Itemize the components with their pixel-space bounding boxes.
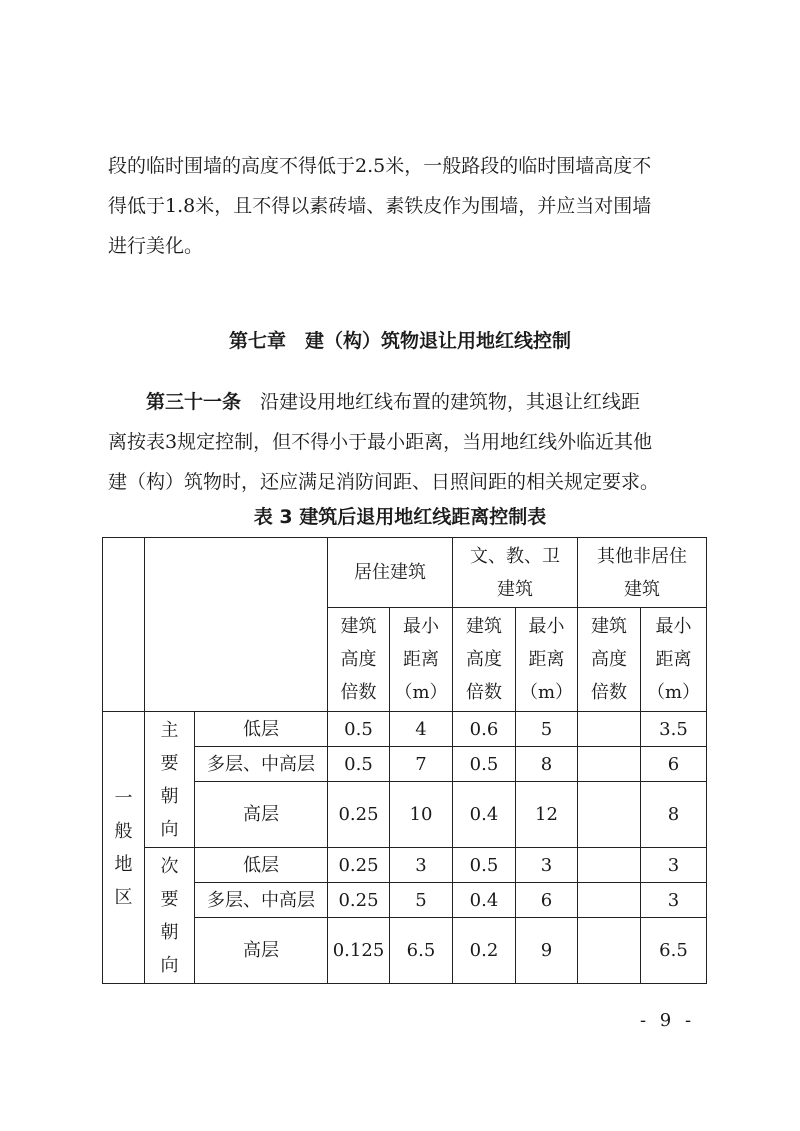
chapter-title: 第七章 建（构）筑物退让用地红线控制: [228, 330, 571, 352]
paragraph-line: 进行美化。: [108, 235, 204, 257]
subheader-height-ratio: 建筑 高度 倍数: [328, 608, 390, 712]
value-cell: 6.5: [390, 918, 453, 984]
value-cell: 7: [390, 747, 453, 782]
value-cell: [578, 747, 641, 782]
table-row: [103, 712, 707, 747]
value-cell: [578, 883, 641, 918]
value-cell: [578, 918, 641, 984]
subheader-min-distance: 最小 距离 （m）: [390, 608, 453, 712]
group-residential: 居住建筑: [328, 538, 453, 608]
article-first-line: [108, 382, 708, 422]
building-type: 低层: [195, 848, 328, 883]
value-cell: 0.5: [328, 712, 390, 747]
paragraph-line: 段的临时围墙的高度不得低于2.5米，一般路段的临时围墙高度不: [108, 155, 652, 177]
paragraph-line: 得低于1.8米，且不得以素砖墙、素铁皮作为围墙，并应当对围墙: [108, 195, 652, 217]
value-cell: 3: [641, 883, 707, 918]
value-cell: 0.125: [328, 918, 390, 984]
value-cell: 8: [516, 747, 578, 782]
value-cell: [578, 848, 641, 883]
group-cultural: [453, 538, 578, 608]
value-cell: 0.2: [453, 918, 516, 984]
subheader-height-ratio: 建筑 高度 倍数: [453, 608, 516, 712]
value-cell: [578, 712, 641, 747]
paragraph-temporary-wall: [108, 146, 708, 266]
group-other-line: 其他非居住: [597, 545, 687, 567]
article-line: 建（构）筑物时，还应满足消防间距、日照间距的相关规定要求。: [108, 471, 660, 493]
building-type: 低层: [195, 712, 328, 747]
subheader-min-distance: 最小 距离 （m）: [516, 608, 578, 712]
value-cell: 0.5: [453, 747, 516, 782]
article-line: 离按表3规定控制，但不得小于最小距离，当用地红线外临近其他: [108, 431, 653, 453]
building-type: 高层: [195, 918, 328, 984]
subheader-min-distance: 最小 距离 （m）: [641, 608, 707, 712]
value-cell: 9: [516, 918, 578, 984]
group-cultural-line: 文、教、卫: [470, 545, 560, 567]
value-cell: 6.5: [641, 918, 707, 984]
header-blank-cell: [103, 538, 145, 712]
page-number: - 9 -: [640, 1010, 696, 1031]
value-cell: 0.4: [453, 883, 516, 918]
table-row: [103, 848, 707, 883]
value-cell: 3: [516, 848, 578, 883]
subheader-height-ratio: 建筑 高度 倍数: [578, 608, 641, 712]
value-cell: 3.5: [641, 712, 707, 747]
value-cell: 0.5: [453, 848, 516, 883]
article-line: 沿建设用地红线布置的建筑物，其退让红线距: [260, 391, 641, 413]
value-cell: 3: [641, 848, 707, 883]
value-cell: 0.4: [453, 782, 516, 848]
table-title: 表 3 建筑后退用地红线距离控制表: [253, 506, 547, 528]
value-cell: 4: [390, 712, 453, 747]
group-other-line: 建筑: [624, 578, 660, 600]
setback-table: [102, 537, 707, 984]
header-blank-cell: [145, 538, 328, 712]
group-other: [578, 538, 707, 608]
building-type: 多层、中高层: [195, 883, 328, 918]
value-cell: [578, 782, 641, 848]
value-cell: 5: [390, 883, 453, 918]
value-cell: 0.25: [328, 883, 390, 918]
region-cell: 一 般 地 区: [103, 712, 145, 984]
value-cell: 0.5: [328, 747, 390, 782]
building-type: 多层、中高层: [195, 747, 328, 782]
secondary-direction-cell: 次 要 朝 向: [145, 848, 195, 984]
building-type: 高层: [195, 782, 328, 848]
value-cell: 5: [516, 712, 578, 747]
article-number: 第三十一条: [146, 391, 242, 413]
group-cultural-line: 建筑: [497, 578, 533, 600]
value-cell: 6: [516, 883, 578, 918]
value-cell: 12: [516, 782, 578, 848]
value-cell: 0.25: [328, 848, 390, 883]
value-cell: 0.25: [328, 782, 390, 848]
article-31: [108, 382, 708, 502]
value-cell: 6: [641, 747, 707, 782]
value-cell: 3: [390, 848, 453, 883]
value-cell: 0.6: [453, 712, 516, 747]
value-cell: 10: [390, 782, 453, 848]
main-direction-cell: 主 要 朝 向: [145, 712, 195, 848]
value-cell: 8: [641, 782, 707, 848]
